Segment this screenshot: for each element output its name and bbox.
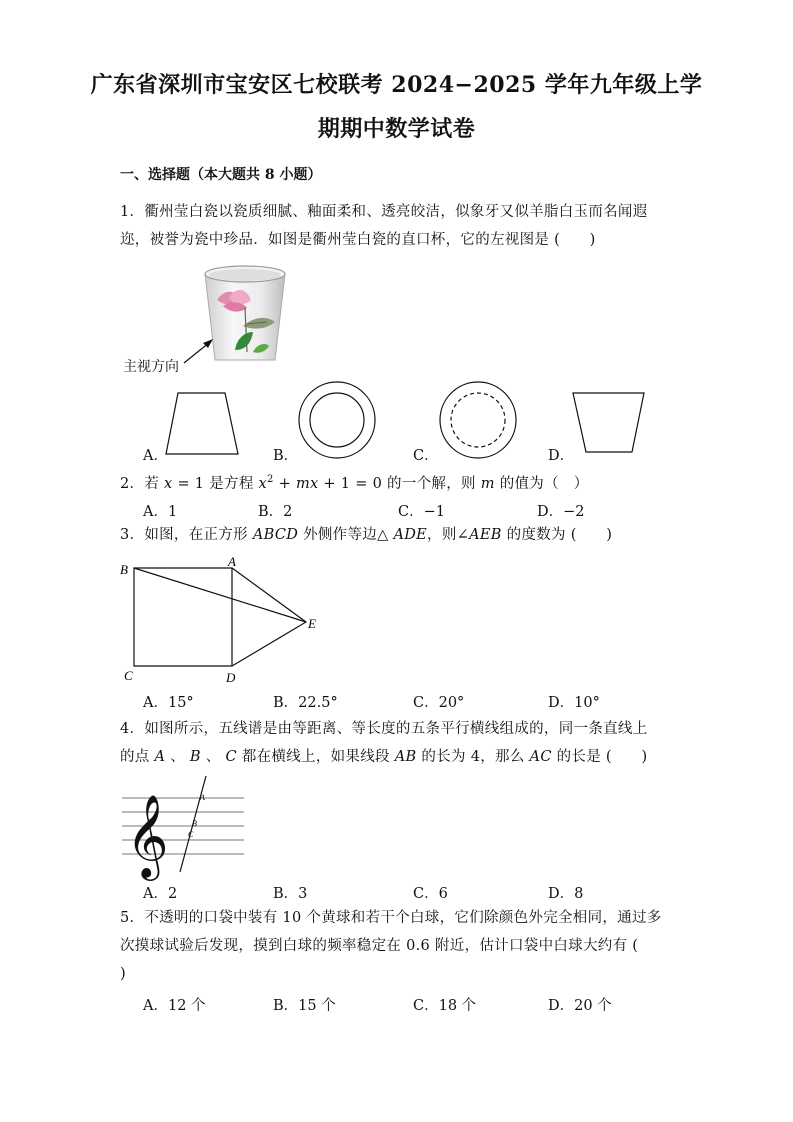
q4-text-1: 的点 xyxy=(120,749,155,765)
staff-label-b: B xyxy=(192,819,197,828)
question-2 xyxy=(120,466,589,498)
q4-text-4: 的长是 ( ) xyxy=(551,749,648,765)
page-title-line2: 期期中数学试卷 xyxy=(317,116,476,142)
q3-option-c[interactable]: C．20° xyxy=(413,695,465,711)
q5-option-c[interactable]: C．18 个 xyxy=(413,998,477,1014)
question-5-line3: ) xyxy=(120,966,126,982)
view-direction-arrow xyxy=(180,336,220,366)
question-4 xyxy=(120,715,680,771)
treble-clef-icon: 𝄞 xyxy=(126,793,169,877)
q1-option-d[interactable]: D． xyxy=(548,448,575,464)
q1-option-b[interactable]: B． xyxy=(273,448,299,464)
q3-triangle-name: ADE xyxy=(393,527,428,543)
q3-text-3: ，则∠ xyxy=(427,527,470,543)
staff-label-c: C xyxy=(188,830,194,839)
q4-sep-2: 、 xyxy=(200,749,226,765)
question-3 xyxy=(120,521,612,549)
q2-text-1: 2．若 xyxy=(120,475,165,492)
question-1-line2: 迩，被誉为瓷中珍品．如图是衢州莹白瓷的直口杯，它的左视图是 ( ) xyxy=(120,232,596,248)
q4-option-b[interactable]: B．3 xyxy=(273,886,308,902)
label-a: A xyxy=(228,554,236,569)
q3-text-2: 外侧作等边△ xyxy=(298,527,394,543)
section-heading: 一、选择题（本大题共 8 小题） xyxy=(120,167,322,183)
q2-text-5: 的值为（ ） xyxy=(494,475,589,492)
q2-text-2: = 1 是方程 xyxy=(172,475,259,492)
q2-option-c[interactable]: C．−1 xyxy=(398,504,445,520)
label-e: E xyxy=(308,616,316,631)
q4-point-a: A xyxy=(154,749,166,765)
q2-exponent: 2 xyxy=(267,474,274,485)
q4-text-3: 的长为 4，那么 xyxy=(416,749,530,765)
q3-square-name: ABCD xyxy=(252,527,299,543)
q3-option-a[interactable]: A．15° xyxy=(143,695,194,711)
square-triangle-figure xyxy=(118,556,338,686)
q4-text-2: 都在横线上，如果线段 xyxy=(236,749,395,765)
q3-option-b[interactable]: B．22.5° xyxy=(273,695,338,711)
option-a-trapezoid xyxy=(165,390,245,460)
staff-label-a: A xyxy=(200,793,205,802)
q4-segment-ac: AC xyxy=(529,749,552,765)
q3-option-d[interactable]: D．10° xyxy=(548,695,600,711)
q2-option-d[interactable]: D．−2 xyxy=(537,504,585,520)
option-b-rings xyxy=(297,380,377,460)
question-5 xyxy=(120,904,680,988)
q4-point-c: C xyxy=(225,749,237,765)
q2-text-3: + xyxy=(273,475,296,492)
q2-var-x2: x xyxy=(258,475,268,492)
q4-segment-ab: AB xyxy=(394,749,417,765)
page-title-line1: 广东省深圳市宝安区七校联考 2024−2025 学年九年级上学 xyxy=(90,72,703,98)
option-d-inverted-trapezoid xyxy=(572,390,652,460)
label-c: C xyxy=(124,668,133,683)
q3-text-4: 的度数为 ( ) xyxy=(501,527,613,543)
question-5-line2: 次摸球试验后发现，摸到白球的频率稳定在 0.6 附近，估计口袋中白球大约有 ( xyxy=(120,938,639,954)
q3-text-1: 3．如图，在正方形 xyxy=(120,527,253,543)
q1-option-a[interactable]: A． xyxy=(143,448,168,464)
option-c-dashed-rings xyxy=(438,380,518,460)
q5-option-b[interactable]: B．15 个 xyxy=(273,998,336,1014)
q3-angle-name: AEB xyxy=(469,527,502,543)
staff-figure xyxy=(120,774,250,877)
q2-option-b[interactable]: B．2 xyxy=(258,504,293,520)
question-1-line1: 1．衢州莹白瓷以瓷质细腻、釉面柔和、透亮皎洁，似象牙又似羊脂白玉而名闻遐 xyxy=(120,204,648,220)
question-5-line1: 5．不透明的口袋中装有 10 个黄球和若干个白球，它们除颜色外完全相同，通过多 xyxy=(120,910,662,926)
q2-var-m: m xyxy=(480,475,495,492)
q1-option-c[interactable]: C． xyxy=(413,448,439,464)
label-b: B xyxy=(120,562,128,577)
q2-text-4: + 1 = 0 的一个解，则 xyxy=(318,475,481,492)
q2-option-a[interactable]: A．1 xyxy=(143,504,178,520)
q4-point-b: B xyxy=(189,749,201,765)
label-d: D xyxy=(226,670,236,685)
q2-var-mx: mx xyxy=(295,475,319,492)
question-4-line1: 4．如图所示，五线谱是由等距离、等长度的五条平行横线组成的，同一条直线上 xyxy=(120,721,648,737)
q4-option-a[interactable]: A．2 xyxy=(143,886,178,902)
question-1 xyxy=(120,198,680,254)
q5-option-d[interactable]: D．20 个 xyxy=(548,998,612,1014)
question-4-line2 xyxy=(120,743,680,771)
view-direction-label: 主视方向 xyxy=(123,359,179,375)
q5-option-a[interactable]: A．12 个 xyxy=(143,998,206,1014)
q4-option-c[interactable]: C．6 xyxy=(413,886,448,902)
q4-option-d[interactable]: D．8 xyxy=(548,886,584,902)
q4-sep-1: 、 xyxy=(165,749,190,765)
q2-var-x: x xyxy=(164,475,173,492)
